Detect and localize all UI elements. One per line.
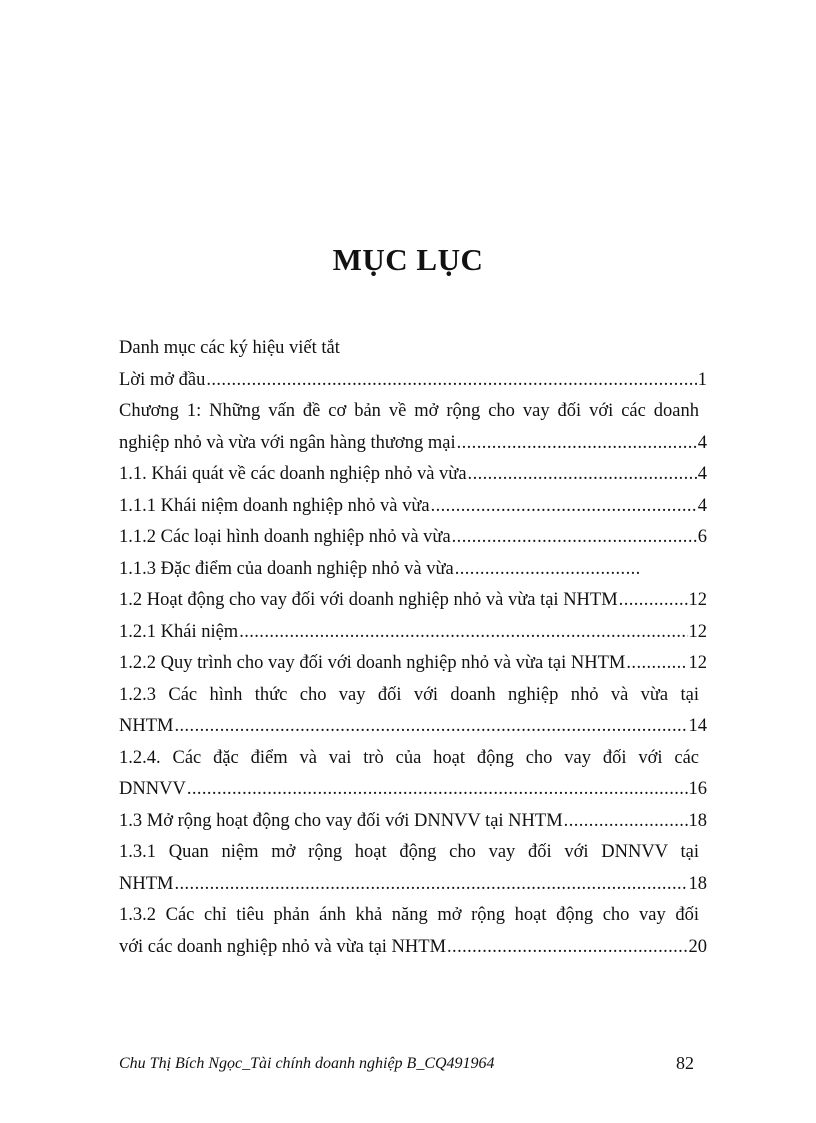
toc-entry-abbreviations[interactable] [119, 333, 709, 365]
toc-page-number: 4 [697, 464, 707, 484]
page-title: MỤC LỤC [332, 242, 484, 277]
toc-entry-label: 1.2.2 Quy trình cho vay đối với doanh nghiệp nhỏ và vừa tại NHTM [119, 653, 626, 673]
toc-page-number: 14 [688, 716, 707, 736]
toc-page-number: 18 [688, 810, 707, 831]
toc-page-number: 20 [688, 936, 707, 957]
toc-entry-label: nghiệp nhỏ và vừa với ngân hàng thương mại [119, 432, 456, 453]
toc-entry-label: DNNVV [119, 779, 186, 799]
toc-page-number: 4 [697, 495, 707, 516]
dot-leader [452, 522, 697, 554]
toc-page-number: 12 [688, 621, 707, 642]
toc-entry-introduction[interactable] [119, 365, 707, 397]
dot-leader [455, 554, 641, 586]
toc-entry-1-1[interactable] [119, 459, 707, 491]
toc-entry-1-3-1-cont[interactable] [119, 869, 707, 901]
footer-page-number: 82 [676, 1053, 694, 1073]
toc-page-number: 6 [697, 527, 707, 547]
toc-entry-1-2-3[interactable] [119, 680, 709, 712]
dot-leader [431, 491, 697, 523]
toc-entry-label: 1.2.1 Khái niệm [119, 621, 239, 642]
footer-author: Chu Thị Bích Ngọc_Tài chính doanh nghiệp B_CQ491964 [119, 1055, 495, 1072]
toc-entry-label: 1.3 Mở rộng hoạt động cho vay đối với DNNVV tại NHTM [119, 810, 563, 831]
toc-page-number: 12 [688, 653, 707, 673]
toc-entry-1-2-4[interactable] [119, 743, 709, 775]
toc-entry-1-2-4-cont[interactable] [119, 774, 707, 806]
toc-page-number: 1 [697, 369, 707, 390]
dot-leader [174, 869, 687, 901]
toc-entry-label: 1.1.2 Các loại hình doanh nghiệp nhỏ và vừa [119, 527, 451, 547]
toc-page-number: 18 [688, 873, 707, 894]
toc-entry-label: Danh mục các ký hiệu viết tắt [119, 338, 340, 358]
toc-entry-label: 1.1. Khái quát về các doanh nghiệp nhỏ và vừa [119, 464, 467, 484]
dot-leader [206, 365, 696, 397]
toc-entry-label: 1.2 Hoạt động cho vay đối với doanh nghiệp nhỏ và vừa tại NHTM [119, 590, 618, 610]
toc-entry-1-3[interactable] [119, 806, 707, 838]
dot-leader [239, 617, 687, 649]
toc-entry-chapter-1-cont[interactable] [119, 428, 707, 460]
toc-entry-1-1-3[interactable] [119, 554, 707, 586]
toc-entry-1-3-1[interactable] [119, 837, 709, 869]
toc-entry-chapter-1[interactable] [119, 396, 709, 428]
toc-entry-label: với các doanh nghiệp nhỏ và vừa tại NHTM [119, 936, 447, 957]
dot-leader [468, 459, 697, 491]
toc-page-number: 12 [688, 590, 707, 610]
dot-leader [447, 932, 687, 964]
toc-entry-1-1-2[interactable] [119, 522, 707, 554]
toc-entry-1-3-2-cont[interactable] [119, 932, 707, 964]
dot-leader [626, 648, 687, 680]
toc-entry-1-3-2[interactable] [119, 900, 709, 932]
toc-entry-label: 1.3.2 Các chỉ tiêu phản ánh khả năng mở rộng hoạt động cho vay đối [119, 905, 699, 925]
toc-page-number: 4 [697, 432, 707, 453]
toc-entry-label: Lời mở đầu [119, 369, 206, 390]
toc-entry-1-1-1[interactable] [119, 491, 707, 523]
toc-entry-1-2-1[interactable] [119, 617, 707, 649]
dot-leader [187, 774, 688, 806]
dot-leader [619, 585, 688, 617]
dot-leader [564, 806, 688, 838]
toc-entry-1-2-2[interactable] [119, 648, 707, 680]
toc-entry-label: 1.1.3 Đặc điểm của doanh nghiệp nhỏ và vừa [119, 558, 454, 579]
dot-leader [174, 711, 687, 743]
toc-entry-label: NHTM [119, 873, 174, 894]
toc-entry-label: 1.1.1 Khái niệm doanh nghiệp nhỏ và vừa [119, 495, 430, 516]
toc-entry-label: 1.2.4. Các đặc điểm và vai trò của hoạt động cho vay đối với các [119, 747, 699, 768]
toc-entry-label: 1.2.3 Các hình thức cho vay đối với doanh nghiệp nhỏ và vừa tại [119, 684, 699, 705]
dot-leader [457, 428, 697, 460]
table-of-contents [119, 333, 709, 963]
toc-entry-label: 1.3.1 Quan niệm mở rộng hoạt động cho vay đối với DNNVV tại [119, 842, 699, 862]
toc-entry-label: NHTM [119, 716, 174, 736]
toc-entry-1-2[interactable] [119, 585, 707, 617]
toc-entry-1-2-3-cont[interactable] [119, 711, 707, 743]
toc-page-number: 16 [688, 779, 707, 799]
toc-entry-label: Chương 1: Những vấn đề cơ bản về mở rộng cho vay đối với các doanh [119, 401, 699, 421]
